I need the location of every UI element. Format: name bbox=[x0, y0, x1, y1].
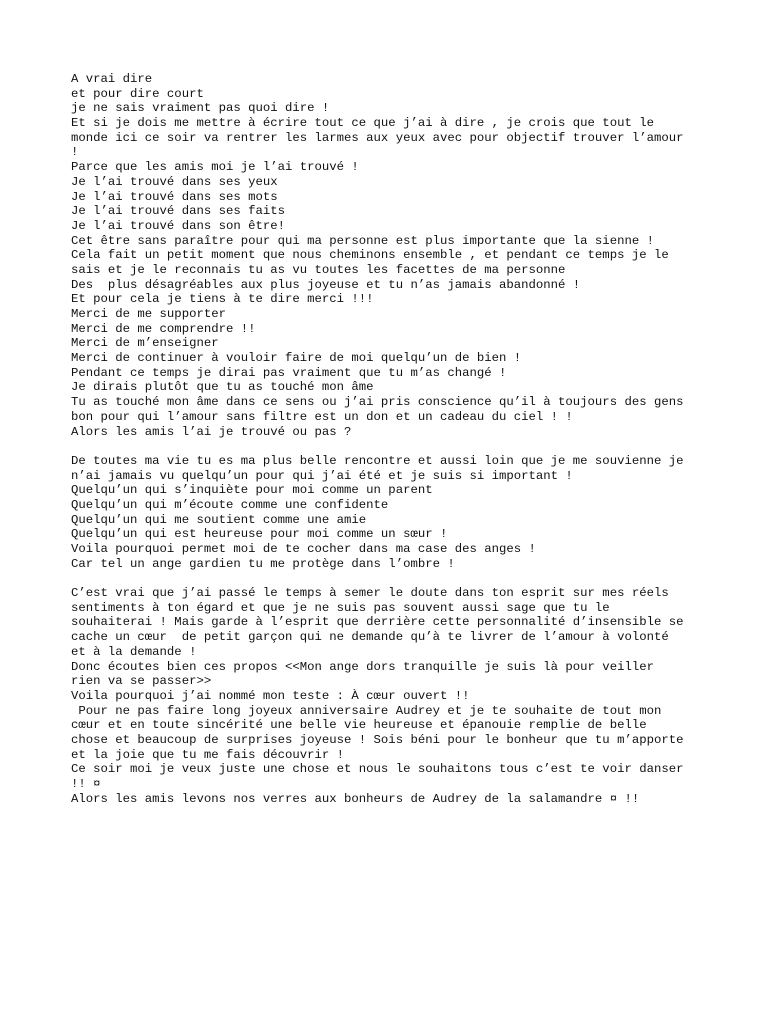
text-line: cœur et en toute sincérité une belle vie heureuse et épanouie remplie de belle bbox=[71, 718, 647, 733]
blank-line bbox=[71, 571, 701, 586]
text-line: Merci de m’enseigner bbox=[71, 336, 219, 351]
text-line: Des plus désagréables aux plus joyeuse et tu n’as jamais abandonné ! bbox=[71, 277, 581, 292]
text-line: Pendant ce temps je dirai pas vraiment que tu m’as changé ! bbox=[71, 365, 507, 380]
text-line: Je l’ai trouvé dans ses mots bbox=[71, 189, 278, 204]
text-line: n’ai jamais vu quelqu’un pour qui j’ai été et je suis si important ! bbox=[71, 468, 573, 483]
text-line: A vrai dire bbox=[71, 72, 153, 86]
text-line: Alors les amis l’ai je trouvé ou pas ? bbox=[71, 424, 352, 439]
text-line: cache un cœur de petit garçon qui ne demande qu’à te livrer de l’amour à volonté bbox=[71, 630, 669, 645]
text-line: souhaiterai ! Mais garde à l’esprit que derrière cette personnalité d’insensible se bbox=[71, 615, 684, 630]
text-line: Quelqu’un qui me soutient comme une amie bbox=[71, 512, 367, 527]
text-line: bon pour qui l’amour sans filtre est un don et un cadeau du ciel ! ! bbox=[71, 409, 573, 424]
text-line: Ce soir moi je veux juste une chose et nous le souhaitons tous c’est te voir danser bbox=[71, 762, 684, 777]
text-line: ! bbox=[71, 145, 79, 160]
text-line: C’est vrai que j’ai passé le temps à semer le doute dans ton esprit sur mes réels bbox=[71, 586, 669, 601]
text-line: Alors les amis levons nos verres aux bonheurs de Audrey de la salamandre ¤ !! bbox=[71, 791, 640, 806]
text-line: rien va se passer>> bbox=[71, 674, 212, 689]
text-line: Je dirais plutôt que tu as touché mon âme bbox=[71, 380, 374, 395]
blank-line bbox=[71, 439, 701, 454]
text-line: Quelqu’un qui m’écoute comme une confidente bbox=[71, 497, 389, 512]
text-line: Cela fait un petit moment que nous cheminons ensemble , et pendant ce temps je le bbox=[71, 248, 669, 263]
text-line: monde ici ce soir va rentrer les larmes aux yeux avec pour objectif trouver l’amour bbox=[71, 130, 684, 145]
text-line: Voila pourquoi permet moi de te cocher dans ma case des anges ! bbox=[71, 542, 536, 556]
text-line: et à la demande ! bbox=[71, 644, 197, 659]
text-line: chose et beaucoup de surprises joyeuse ! Sois béni pour le bonheur que tu m’apporte bbox=[71, 732, 684, 747]
text-line: Je l’ai trouvé dans son être! bbox=[71, 218, 286, 233]
text-line: Pour ne pas faire long joyeux anniversaire Audrey et je te souhaite de tout mon bbox=[71, 703, 662, 718]
text-line: Merci de me supporter bbox=[71, 307, 226, 321]
text-line: Voila pourquoi j’ai nommé mon teste : À cœur ouvert !! bbox=[71, 688, 470, 703]
text-line: Et si je dois me mettre à écrire tout ce que j’ai à dire , je crois que tout le bbox=[71, 116, 654, 131]
text-line: Quelqu’un qui s’inquiète pour moi comme un parent bbox=[71, 483, 433, 498]
text-line: Donc écoutes bien ces propos <<Mon ange dors tranquille je suis là pour veiller bbox=[71, 659, 654, 674]
text-line: Je l’ai trouvé dans ses faits bbox=[71, 204, 286, 219]
text-line: Merci de continuer à vouloir faire de moi quelqu’un de bien ! bbox=[71, 351, 522, 366]
text-line: Tu as touché mon âme dans ce sens ou j’ai pris conscience qu’il à toujours des gens bbox=[71, 395, 684, 410]
document-body bbox=[71, 72, 701, 806]
text-line: Je l’ai trouvé dans ses yeux bbox=[71, 174, 278, 189]
text-line: Cet être sans paraître pour qui ma personne est plus importante que la sienne ! bbox=[71, 233, 654, 248]
text-line: !! ¤ bbox=[71, 777, 101, 791]
text-line: Merci de me comprendre !! bbox=[71, 321, 256, 336]
text-line: Parce que les amis moi je l’ai trouvé ! bbox=[71, 160, 359, 175]
text-line: De toutes ma vie tu es ma plus belle rencontre et aussi loin que je me souvienne je bbox=[71, 453, 684, 468]
text-line: je ne sais vraiment pas quoi dire ! bbox=[71, 101, 330, 116]
text-line: sentiments à ton égard et que je ne suis pas souvent aussi sage que tu le bbox=[71, 600, 610, 615]
text-line: et la joie que tu me fais découvrir ! bbox=[71, 747, 345, 762]
text-line: Car tel un ange gardien tu me protège dans l’ombre ! bbox=[71, 556, 455, 571]
text-line: Et pour cela je tiens à te dire merci !!! bbox=[71, 292, 374, 307]
text-line: sais et je le reconnais tu as vu toutes les facettes de ma personne bbox=[71, 262, 566, 277]
text-line: et pour dire court bbox=[71, 86, 204, 101]
text-line: Quelqu’un qui est heureuse pour moi comme un sœur ! bbox=[71, 527, 448, 542]
